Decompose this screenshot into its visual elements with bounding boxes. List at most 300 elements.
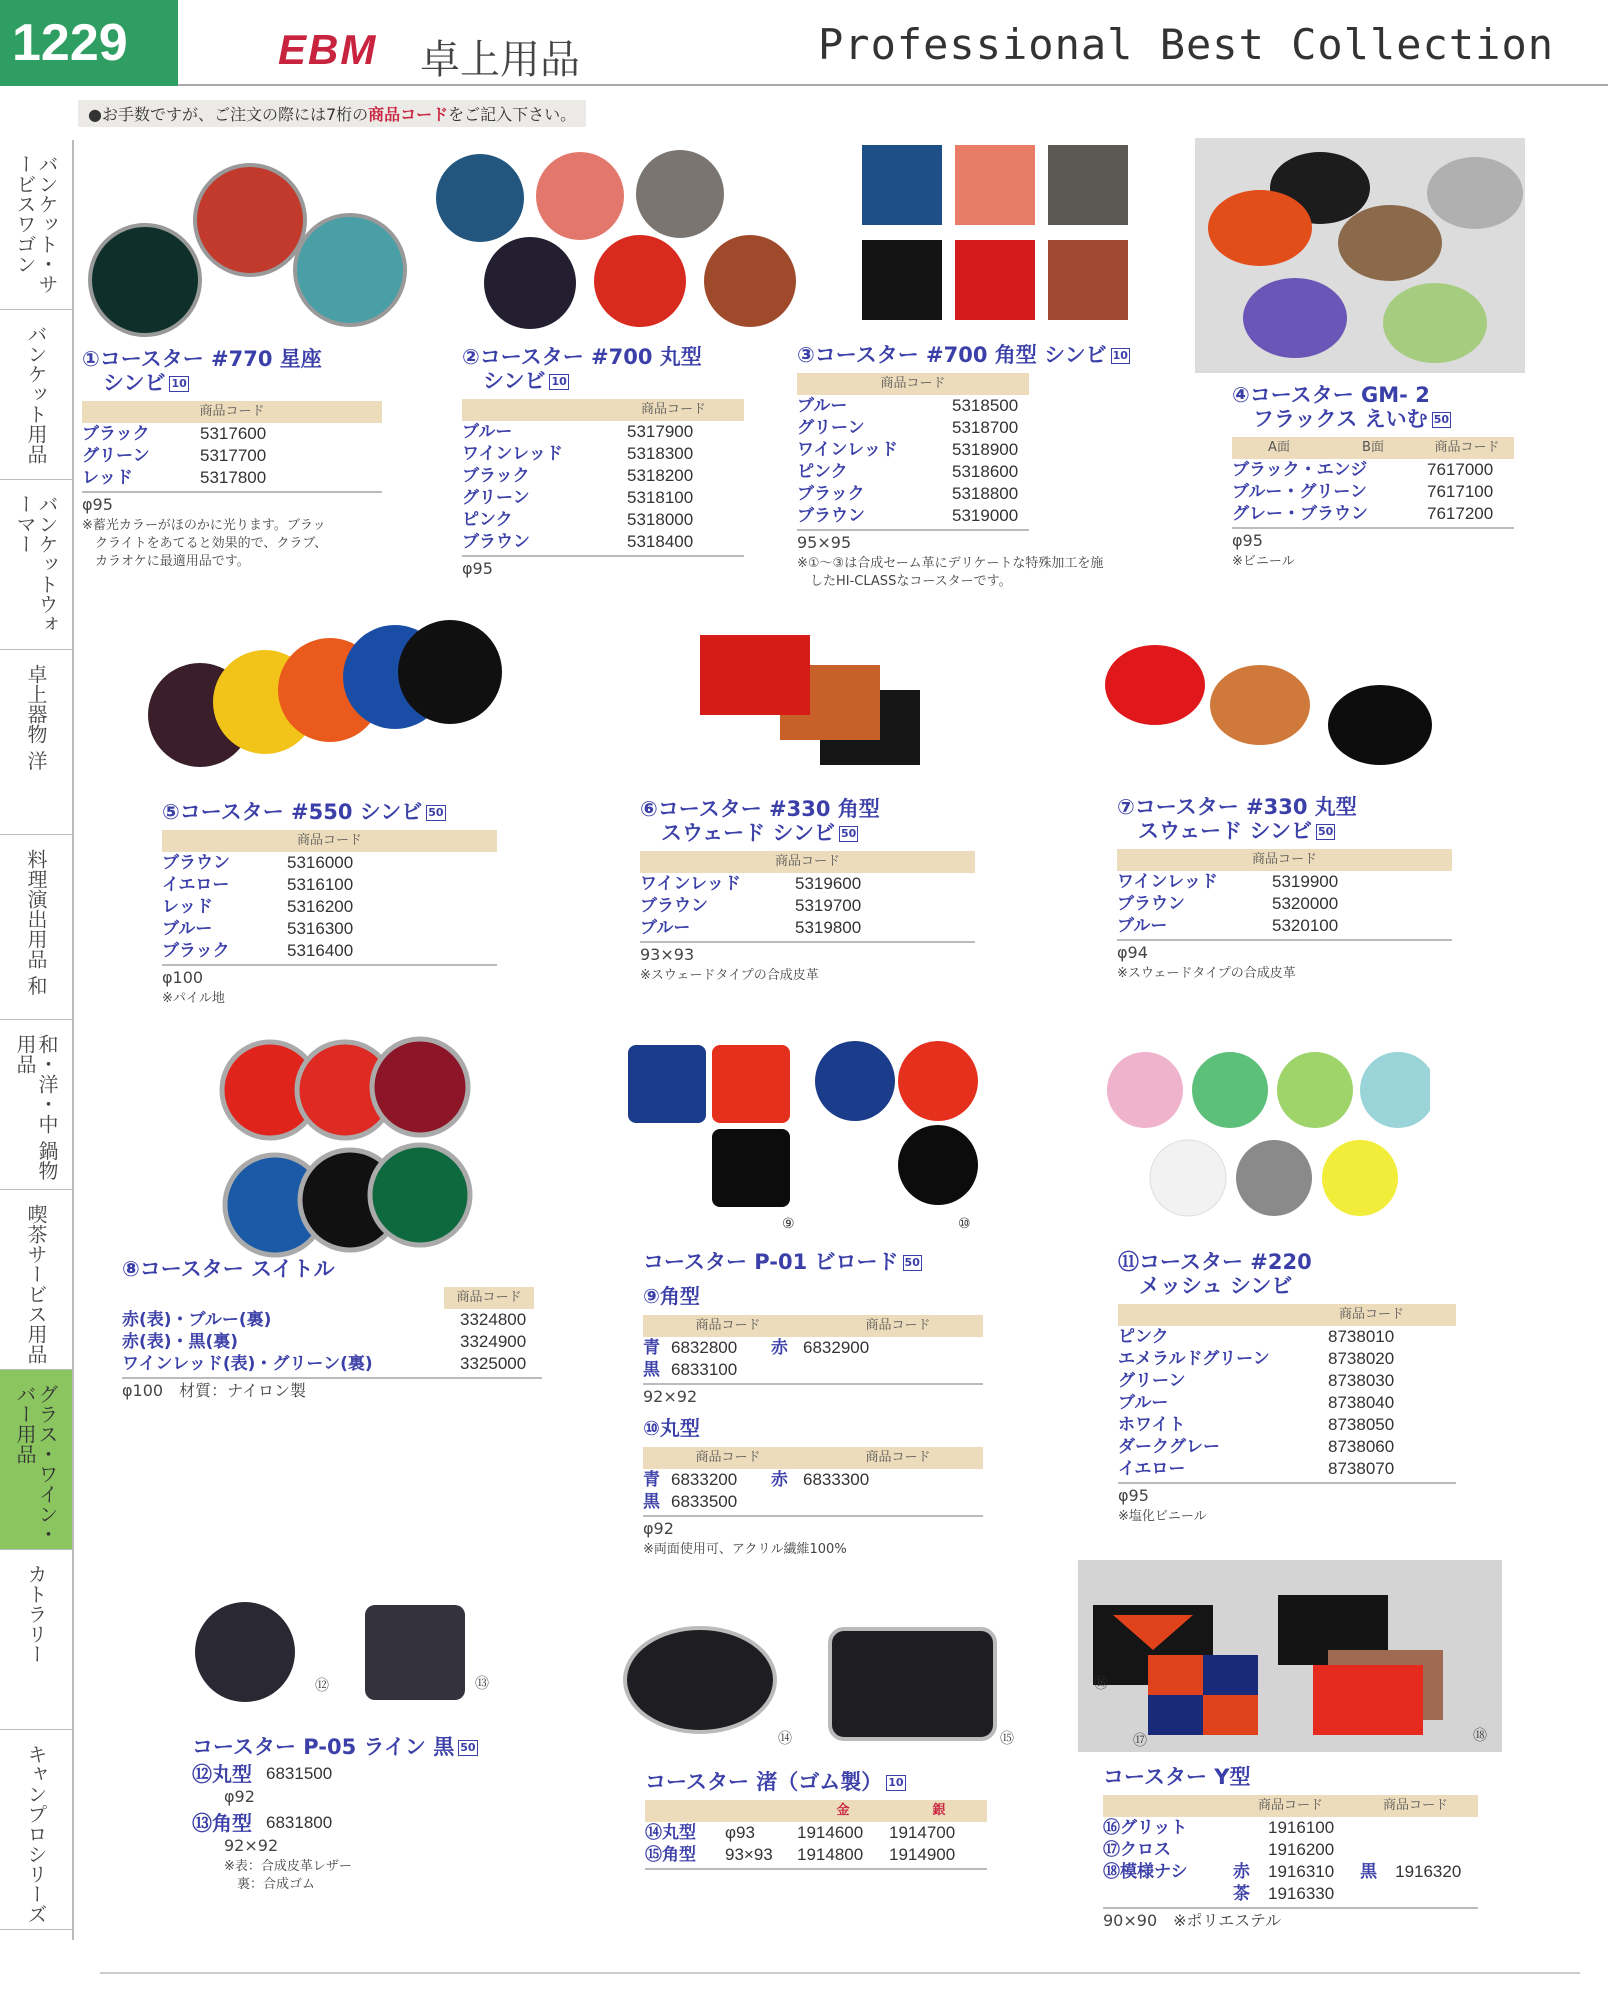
pack-qty-badge: 50 [840,827,857,840]
table-row [162,852,497,874]
image-coaster-700-square [860,145,1140,325]
title-text: ②コースター #700 丸型 シンビ [462,345,702,393]
coaster-grey [636,150,724,238]
product-title [122,1257,542,1281]
product-code: 5317800 [200,468,267,487]
code-table [1117,871,1452,941]
category-title: 卓上用品 [420,37,580,83]
code-header-label: 商品コード [695,1318,761,1333]
coaster-pink [536,152,624,240]
table-row [162,896,497,918]
coaster-square [830,1629,995,1739]
coaster-purple [1243,278,1347,358]
color-name: ブラウン [462,532,530,552]
product-code: 5319700 [795,896,862,915]
table-row [82,467,382,489]
cell: 茶 [1233,1884,1250,1904]
color-name: ワインレッド [462,444,563,464]
product-code: 5318300 [627,444,694,463]
product-code: 5316300 [287,919,354,938]
product-note: ※塩化ビニール [1118,1509,1207,1524]
product-title [1103,1765,1478,1789]
product-note: ※蓄光カラーがほのかに光ります。ブラッ クライトをあてると効果的で、クラブ、 カラオケに最適用品です。 [82,518,328,569]
table-row [1118,1370,1456,1392]
product-title [643,1250,983,1274]
coaster-square-blue [628,1045,706,1123]
cross-pattern-2 [1203,1695,1258,1735]
table-row [462,487,744,509]
color-name: ブラック・エンジ [1232,460,1368,480]
product-note: ※両面使用可、アクリル繊維100% [643,1542,847,1557]
coaster-blue [1328,685,1432,765]
product-code: 5318200 [627,466,694,485]
coaster-darkgrey [1236,1140,1312,1216]
product-code: 8738040 [1328,1393,1395,1412]
product-code: 8738030 [1328,1371,1395,1390]
cell: 1916100 [1268,1818,1335,1837]
size-label: φ95 [82,495,113,514]
coaster-orange [1208,190,1312,266]
table-row [462,509,744,531]
cell [1103,1883,1233,1905]
code-table [640,873,975,943]
color-name: ホワイト [1118,1415,1186,1435]
coaster-round-black [898,1125,978,1205]
cell: 赤 [1233,1862,1250,1882]
product-code: 5317900 [627,422,694,441]
product-p01 [643,1250,983,1559]
item-row [192,1812,512,1834]
pack-qty-badge: 10 [171,377,187,390]
item-code: 6831800 [266,1813,333,1832]
product-code: 5316200 [287,897,354,916]
size-label: φ95 [462,559,493,578]
product-p05 [192,1735,512,1894]
photo-label: ⑨ [782,1216,795,1232]
order-notice [78,100,586,127]
table-row [797,417,1029,439]
coaster-brown [704,235,796,327]
image-coaster-p01 [620,1035,990,1235]
cell: ⑰クロス [1103,1840,1171,1860]
table-row [797,483,1029,505]
table-row [462,443,744,465]
product-code: 5319000 [952,506,1019,525]
color-name: エメラルドグリーン [1118,1349,1270,1369]
cell [1395,1883,1478,1905]
table-row [162,940,497,962]
title-text: ③コースター #700 角型 シンビ [797,343,1107,367]
coaster-winered [700,635,810,715]
table-row [643,1337,983,1359]
product-title [797,343,1181,367]
color-name: イエロー [162,875,230,895]
coaster-blue [436,154,524,242]
pack-qty-badge: 50 [904,1256,920,1269]
sidebar-label: 卓上器物 洋 [24,664,48,771]
color-name: 赤 [771,1338,788,1358]
coaster-grey [1427,157,1523,229]
color-name: 青 [643,1470,660,1490]
coaster-winered [372,1039,468,1135]
color-name: レッド [82,468,133,488]
table-row [1118,1392,1456,1414]
code-table [645,1822,987,1870]
coaster-grey [1048,145,1128,225]
color-name: ダークグレー [1118,1437,1220,1457]
product-code: 6832900 [803,1338,870,1357]
sidebar-item-glass-wine-bar[interactable] [0,1370,72,1550]
code-table [1118,1326,1456,1484]
coaster-pink [955,145,1035,225]
color-name: ワインレッド [640,874,741,894]
size-label: φ92 [224,1787,255,1806]
coaster-red [955,240,1035,320]
color-name: グリーン [462,488,530,508]
code-header-label: 商品コード [1251,852,1317,867]
product-220 [1118,1250,1456,1526]
product-note: ※表：合成皮革レザー 裏：合成ゴム [224,1859,352,1892]
table-row [797,439,1029,461]
pack-qty-badge: 10 [551,375,567,388]
header-silver: 銀 [932,1803,946,1818]
coaster-brown [1210,665,1310,745]
cell: 1916320 [1395,1862,1462,1881]
code-header-label: 商品コード [444,1287,534,1309]
title-text: コースター 渚（ゴム製） [645,1770,883,1794]
size: 93×93 [725,1845,773,1864]
color-name: ブルー [1117,916,1168,936]
item-name: ⑮角型 [645,1845,696,1865]
table-row [462,531,744,553]
product-code: 5316400 [287,941,354,960]
table-row [1117,915,1452,937]
product-code: 5316000 [287,853,354,872]
size-label: φ95 [1118,1486,1149,1505]
table-row [643,1491,983,1513]
product-note: ※スウェードタイプの合成皮革 [640,968,819,983]
coaster-black [862,240,942,320]
product-code: 5317700 [200,446,267,465]
size-label: 92×92 [643,1387,698,1406]
color-name [771,1359,803,1381]
product-code: 5318100 [627,488,694,507]
title-text: コースター P-05 ライン 黒 [192,1735,455,1759]
code-table [643,1469,983,1517]
category-sidebar [0,140,74,1940]
coaster-red [195,165,305,275]
coaster-round-red [898,1041,978,1121]
table-row [640,873,975,895]
item-name: ⑭丸型 [645,1823,696,1843]
product-note: ※パイル地 [162,991,225,1006]
product-code: 6833500 [671,1492,738,1511]
brand-logo: EBM [278,26,378,73]
header-code: 商品コード [1434,440,1500,455]
table-row [122,1331,542,1353]
code-header-label: 商品コード [695,1450,761,1465]
code-table [1232,459,1514,529]
code-header-label: 商品コード [1338,1307,1404,1322]
title-text: ⑪コースター #220 メッシュ シンビ [1118,1250,1312,1298]
image-coaster-gm2-discs [1195,138,1525,373]
title-text: ①コースター #770 星座 シンビ [82,347,322,395]
item-name: ⑬角型 [192,1811,252,1835]
photo-label: ⑱ [1473,1728,1487,1744]
image-coaster-nagisa [620,1625,1040,1750]
code-header [643,1315,983,1337]
table-row [643,1469,983,1491]
product-code: 8738010 [1328,1327,1395,1346]
coaster-green [1383,283,1487,363]
product-nagisa [645,1770,987,1870]
color-name: ピンク [462,510,513,530]
product-code: 5316100 [287,875,354,894]
pack-qty-badge: 50 [428,806,444,819]
code-header-label: 商品コード [880,376,946,391]
product-code [803,1359,903,1381]
code-header-label: 商品コード [1257,1798,1323,1813]
product-title [462,345,744,393]
table-row [82,445,382,467]
code-header-label: 商品コード [296,833,362,848]
coaster-green [1277,1052,1353,1128]
color-name: 赤(表)・ブルー(裏) [122,1310,272,1330]
color-name: ブルー [640,918,691,938]
sub-title-round: ⑩丸型 [643,1416,700,1440]
color-name: ブルー [462,422,513,442]
title-text: ⑤コースター #550 シンビ [162,800,423,824]
table-row [122,1309,542,1331]
product-code: 1914700 [889,1823,956,1842]
color-name: ワインレッド [797,440,898,460]
code-header-label: 商品コード [865,1318,931,1333]
coaster-pink [1107,1052,1183,1128]
product-700-square [797,343,1181,591]
table-row [1103,1861,1478,1883]
product-title [162,800,497,824]
product-code: 5318800 [952,484,1019,503]
sidebar-item-banquet-warmer[interactable] [0,480,72,650]
title-text: コースター Y型 [1103,1765,1251,1789]
coaster-brown [1338,205,1442,281]
table-row [122,1353,542,1375]
table-row [640,917,975,939]
color-name: 赤(表)・黒(裏) [122,1332,239,1352]
sidebar-label: カトラリー [24,1564,48,1664]
product-y [1103,1765,1478,1930]
image-coaster-770 [80,160,410,340]
cell: 1916200 [1268,1840,1335,1859]
product-330-round [1117,795,1452,983]
product-code: 6832800 [671,1338,738,1357]
code-header [643,1447,983,1469]
product-code: 5318000 [627,510,694,529]
sidebar-item-campro[interactable] [0,1730,72,1930]
color-name: ブラウン [797,506,865,526]
product-code: 5318600 [952,462,1019,481]
product-title [1117,795,1452,843]
product-code: 8738020 [1328,1349,1395,1368]
coaster-square-black [712,1129,790,1207]
product-note: ※ビニール [1232,554,1295,569]
product-code: 1914900 [889,1845,956,1864]
color-name: ブラウン [1117,894,1185,914]
sidebar-label: バンケット用品 [24,324,48,464]
photo-label: ⑭ [778,1731,792,1747]
cell [1388,1839,1478,1861]
product-code: 1914600 [797,1823,864,1842]
product-770 [82,347,382,571]
pack-qty-badge: 50 [460,1741,476,1754]
table-row [1232,481,1514,503]
table-row [462,465,744,487]
cell: 1916310 [1268,1862,1335,1881]
coaster-round [625,1628,775,1732]
size-label: φ94 [1117,943,1148,962]
footer-divider [100,1972,1580,1974]
code-header [1103,1795,1478,1817]
coaster-yellow [1322,1140,1398,1216]
table-row [640,895,975,917]
code-table [462,421,744,557]
sidebar-item-tableware-western[interactable] [0,650,72,835]
pack-qty-badge: 10 [1112,349,1128,362]
sidebar-item-cafe[interactable] [0,1190,72,1370]
sidebar-label: キャンプロシリーズ [24,1744,48,1924]
item-name: ⑫丸型 [192,1762,252,1786]
product-code [803,1491,903,1513]
product-title [1118,1250,1456,1298]
table-row [1118,1458,1456,1480]
coaster-white [1150,1140,1226,1216]
product-note: ※①〜③は合成セーム革にデリケートな特殊加工を施 したHI-CLASSなコースターです。 [797,556,1104,589]
cross-pattern [1148,1655,1203,1695]
product-code: 5317600 [200,424,267,443]
product-code: 7617100 [1427,482,1494,501]
cell: ⑱模様ナシ [1103,1862,1188,1882]
image-coaster-700-round [430,148,810,338]
product-suitoru [122,1257,542,1400]
pack-qty-badge: 50 [1433,413,1449,426]
product-code: 5320100 [1272,916,1339,935]
code-table [82,423,382,493]
code-header [1118,1304,1456,1326]
coaster-square-black [365,1605,465,1700]
coaster-black [90,225,200,335]
color-name: 赤 [771,1470,788,1490]
sidebar-label: 喫茶サービス用品 [24,1204,48,1364]
size-label: φ100 材質：ナイロン製 [122,1381,306,1400]
table-row [1118,1326,1456,1348]
pack-qty-badge: 50 [1317,825,1334,838]
sidebar-label: バンケットウォーマー [13,494,59,634]
table-row [643,1359,983,1381]
photo-label: ⑬ [475,1676,489,1692]
photo-label: ⑰ [1133,1733,1147,1749]
table-row [1118,1348,1456,1370]
size-label: 95×95 [797,533,852,552]
color-name: ブラック [462,466,530,486]
title-text: ④コースター GM- 2 フラックス えいむ [1232,383,1430,431]
color-name: グレー・ブラウン [1232,504,1368,524]
title-text: ⑧コースター スイトル [122,1257,335,1281]
title-text: コースター P-01 ビロード [643,1250,899,1274]
code-header-label: 商品コード [865,1450,931,1465]
title-text: ⑥コースター #330 角型 スウェード シンビ [640,797,880,845]
code-header [1232,437,1514,459]
sidebar-item-hotpot[interactable] [0,1020,72,1190]
page-number: 1229 [0,0,178,86]
size-label: φ92 [643,1519,674,1538]
sidebar-item-banquet-wagon[interactable] [0,140,72,310]
photo-label: ⑮ [1000,1731,1014,1747]
sidebar-item-cutlery[interactable] [0,1550,72,1730]
product-code: 5319900 [1272,872,1339,891]
product-code: 6833200 [671,1470,738,1489]
cell: 黒 [1360,1862,1378,1882]
color-name: ワインレッド(表)・グリーン(裏) [122,1354,373,1374]
table-row [462,421,744,443]
sidebar-item-presentation-japanese[interactable] [0,835,72,1020]
color-name: ブルー・グリーン [1232,482,1367,502]
code-header-label: 商品コード [199,404,265,419]
table-row [1117,893,1452,915]
color-name: レッド [162,897,213,917]
code-header [640,851,975,873]
product-550 [162,800,497,1008]
product-code: 7617200 [1427,504,1494,523]
product-700-round [462,345,744,578]
table-row [1103,1817,1478,1839]
sub-title-square: ⑨角型 [643,1284,700,1308]
code-header [1117,849,1452,871]
product-title [645,1770,987,1794]
product-code: 3324800 [460,1310,527,1329]
color-name: ブルー [162,919,213,939]
coaster-blue [1360,1052,1430,1128]
notice-highlight: 商品コード [368,105,449,124]
product-code: 1914800 [797,1845,864,1864]
table-row [797,395,1029,417]
table-row [1232,503,1514,525]
sidebar-item-banquet-goods[interactable] [0,310,72,480]
color-name: ブラウン [640,896,708,916]
image-coaster-y-items [1078,1560,1502,1752]
color-name: ブルー [797,396,848,416]
color-name: ピンク [1118,1327,1169,1347]
color-name: 青 [643,1338,660,1358]
code-header [82,401,382,423]
code-header-label: 商品コード [1382,1798,1448,1813]
table-row [1103,1839,1478,1861]
item-row [192,1763,512,1785]
header-divider [178,84,1608,86]
code-header [122,1287,542,1309]
size-label: φ100 [162,968,204,987]
color-name: 黒 [643,1492,660,1512]
product-title [82,347,382,395]
coaster-round-black [195,1602,295,1702]
product-code: 8738060 [1328,1437,1395,1456]
coaster-black [398,620,502,724]
sidebar-label: バンケット・サービスワゴン [13,154,59,294]
code-header [162,830,497,852]
header-a: A面 [1268,440,1290,455]
image-coaster-330-square [690,630,930,770]
coaster-emerald [1192,1052,1268,1128]
cell: 1916330 [1268,1884,1335,1903]
